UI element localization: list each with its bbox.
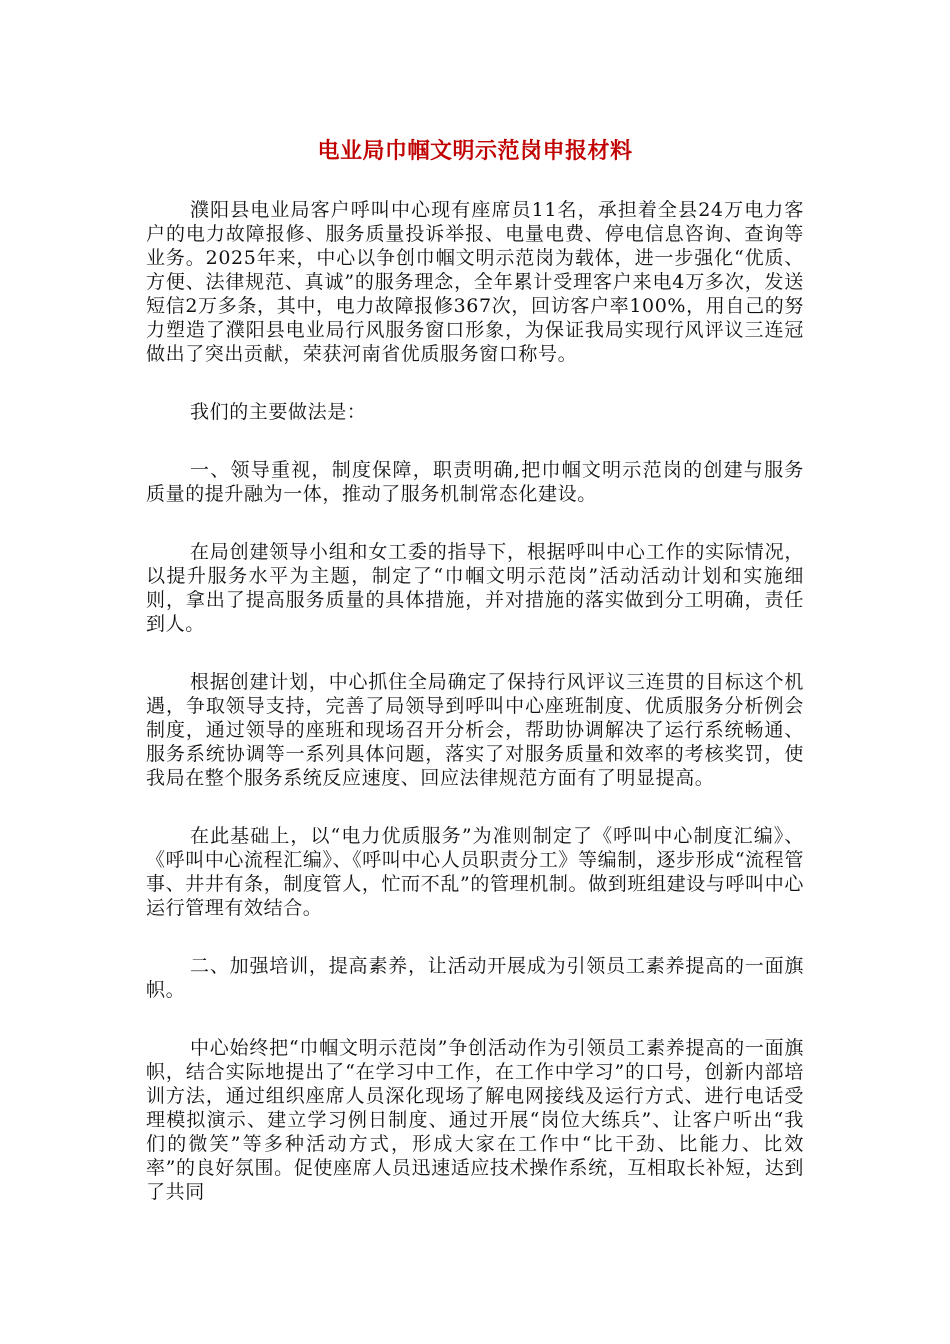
paragraph-section-one-heading: 一、领导重视，制度保障，职责明确,把巾帼文明示范岗的创建与服务质量的提升融为一体，推动了服务机制常态化建设。 [146,459,804,505]
paragraph-training: 中心始终把“巾帼文明示范岗”争创活动作为引领员工素养提高的一面旗帜，结合实际地提出了“在学习中工作，在工作中学习”的口号，创新内部培训方法，通过组织座席人员深化现场了解电网接线及运行方式、进行电话受理模拟演示、建立学习例日制度、通过开展“岗位大练兵”、让客户听出“我们的微笑”等多种活动方式，形成大家在工作中“比干劲、比能力、比效率”的良好氛围。促使座席人员迅速适应技术操作系统，互相取长补短，达到了共同 [146,1037,804,1203]
paragraph-intro: 濮阳县电业局客户呼叫中心现有座席员11名，承担着全县24万电力客户的电力故障报修、服务质量投诉举报、电量电费、停电信息咨询、查询等业务。2025年来，中心以争创巾帼文明示范岗为载体，进一步强化“优质、方便、法律规范、真诚”的服务理念，全年累计受理客户来电4万多次，发送短信2万多条，其中，电力故障报修367次，回访客户率100%，用自己的努力塑造了濮阳县电业局行风服务窗口形象，为保证我局实现行风评议三连冠做出了突出贡献，荣获河南省优质服务窗口称号。 [146,199,804,365]
document-title: 电业局巾帼文明示范岗申报材料 [317,139,633,164]
paragraph-creation-plan: 根据创建计划，中心抓住全局确定了保持行风评议三连贯的目标这个机遇，争取领导支持，完善了局领导到呼叫中心座班制度、优质服务分析例会制度，通过领导的座班和现场召开分析会，帮助协调解决了运行系统畅通、服务系统协调等一系列具体问题，落实了对服务质量和效率的考核奖罚，使我局在整个服务系统反应速度、回应法律规范方面有了明显提高。 [146,671,804,789]
paragraph-leadership-guidance: 在局创建领导小组和女工委的指导下，根据呼叫中心工作的实际情况，以提升服务水平为主题，制定了“巾帼文明示范岗”活动活动计划和实施细则，拿出了提高服务质量的具体措施，并对措施的落实做到分工明确，责任到人。 [146,541,804,635]
paragraph-management-mechanism: 在此基础上，以“电力优质服务”为准则制定了《呼叫中心制度汇编》、《呼叫中心流程汇编》、《呼叫中心人员职责分工》等编制，逐步形成“流程管事、井井有条，制度管人，忙而不乱”的管理机制。做到班组建设与呼叫中心运行管理有效结合。 [146,825,804,919]
paragraph-section-two-heading: 二、加强培训，提高素养，让活动开展成为引领员工素养提高的一面旗帜。 [146,955,804,1001]
paragraph-main-methods: 我们的主要做法是： [190,401,367,423]
document-body [146,198,804,1204]
